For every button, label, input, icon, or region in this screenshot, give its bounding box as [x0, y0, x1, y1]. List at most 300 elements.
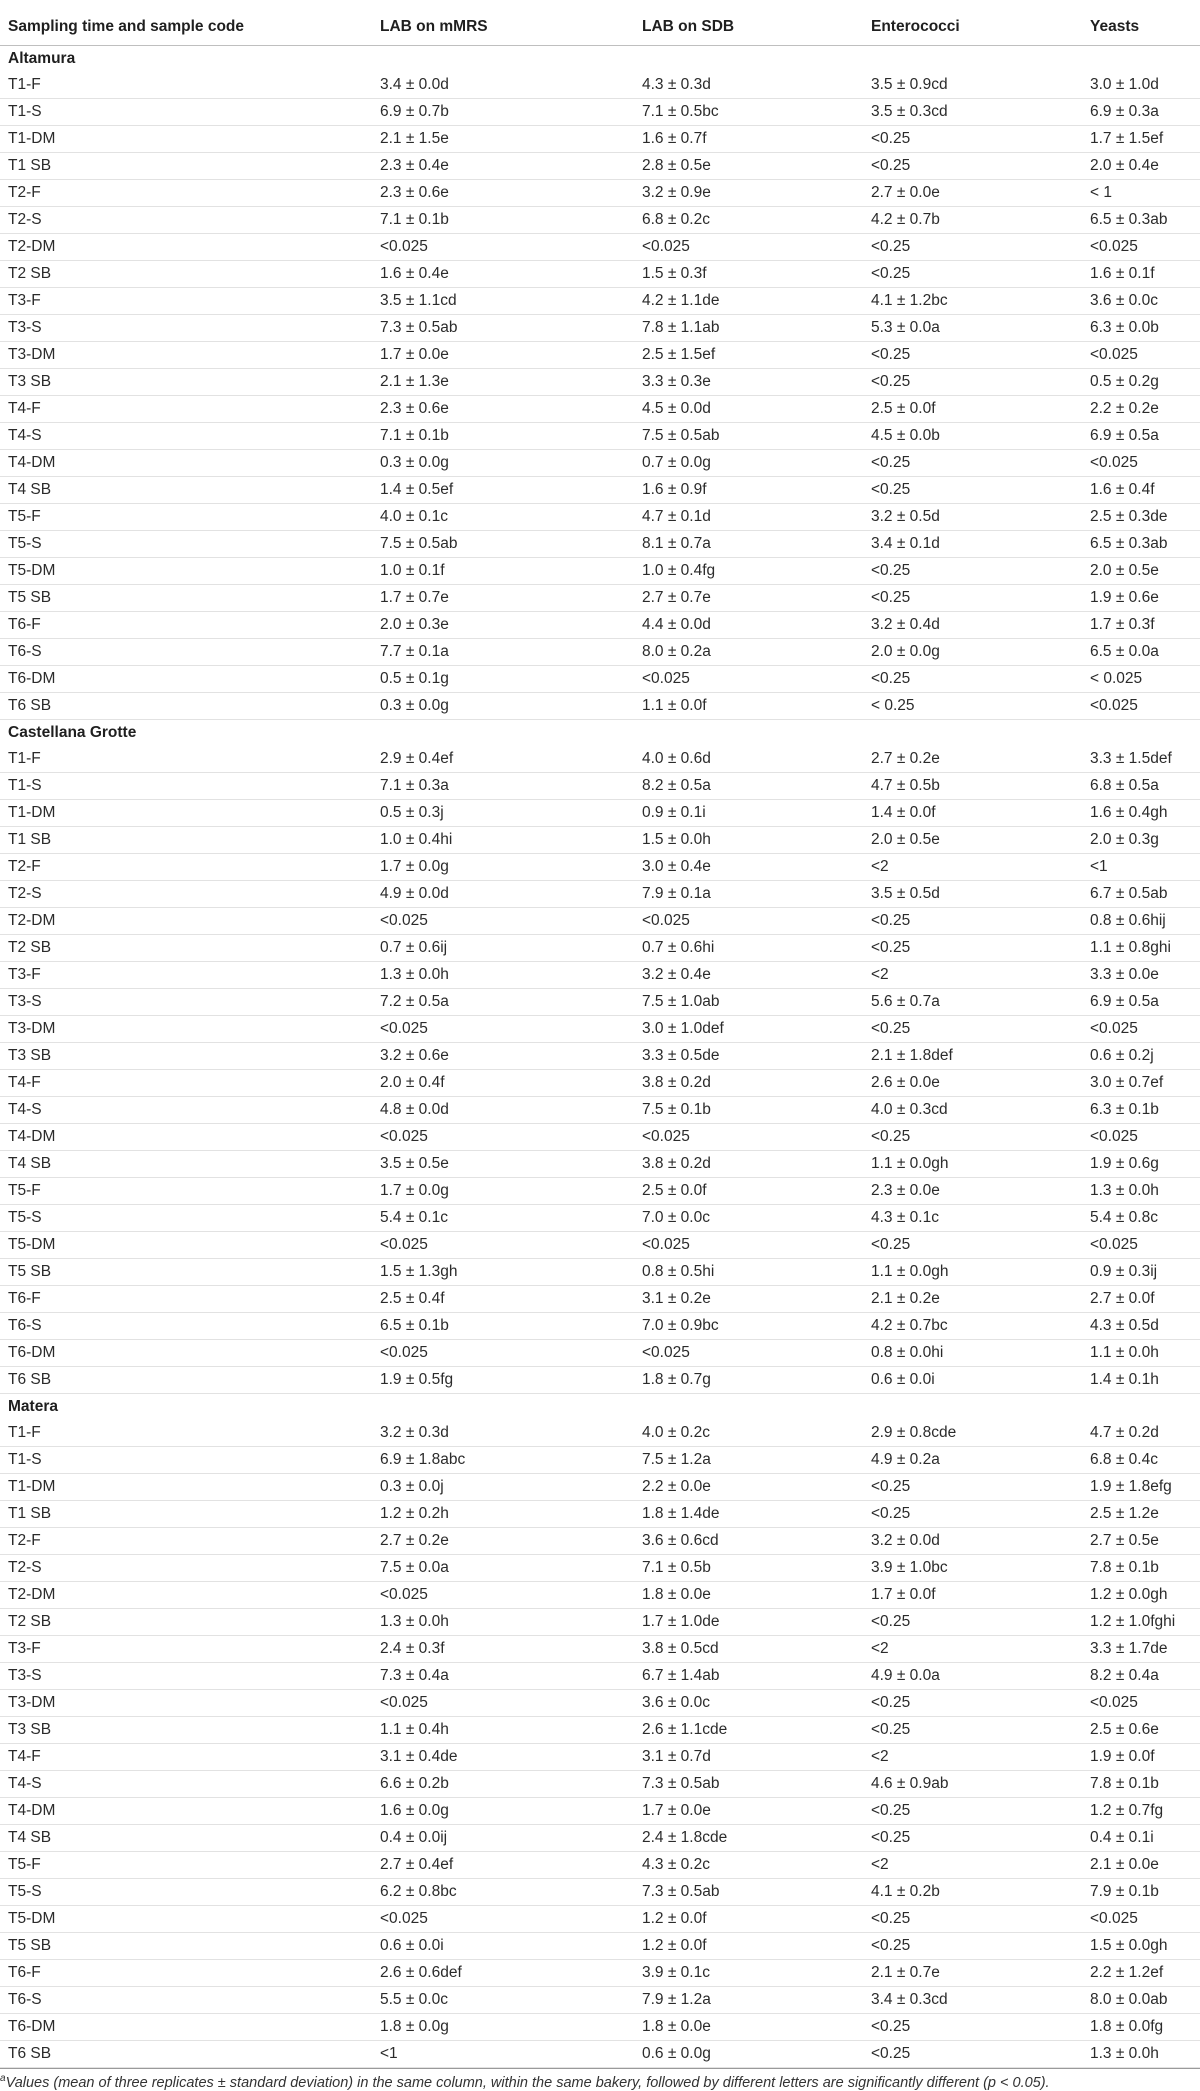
cell-lab-sdb: 4.3 ± 0.3d	[642, 72, 871, 99]
cell-lab-mmrs: 0.3 ± 0.0g	[380, 450, 642, 477]
cell-lab-mmrs: 3.5 ± 0.5e	[380, 1151, 642, 1178]
cell-yeasts: 1.5 ± 0.0gh	[1090, 1933, 1200, 1960]
table-row	[0, 1016, 1200, 1043]
cell-lab-mmrs: 0.7 ± 0.6ij	[380, 935, 642, 962]
cell-sample-code: T1-S	[0, 99, 380, 126]
table-row	[0, 1933, 1200, 1960]
cell-lab-sdb: 7.8 ± 1.1ab	[642, 315, 871, 342]
cell-sample-code: T1 SB	[0, 153, 380, 180]
cell-enterococci: 4.5 ± 0.0b	[871, 423, 1090, 450]
cell-yeasts: 1.6 ± 0.4f	[1090, 477, 1200, 504]
cell-lab-sdb: 2.6 ± 1.1cde	[642, 1717, 871, 1744]
cell-yeasts: 1.3 ± 0.0h	[1090, 2041, 1200, 2068]
cell-lab-mmrs: 2.4 ± 0.3f	[380, 1636, 642, 1663]
cell-enterococci: 3.5 ± 0.5d	[871, 881, 1090, 908]
cell-lab-mmrs: 1.4 ± 0.5ef	[380, 477, 642, 504]
cell-enterococci: <0.25	[871, 1609, 1090, 1636]
group-title: Castellana Grotte	[8, 724, 137, 741]
table-row	[0, 1286, 1200, 1313]
cell-lab-sdb: 6.7 ± 1.4ab	[642, 1663, 871, 1690]
table-row	[0, 1205, 1200, 1232]
cell-lab-mmrs: 6.9 ± 0.7b	[380, 99, 642, 126]
cell-lab-mmrs: 2.0 ± 0.4f	[380, 1070, 642, 1097]
cell-enterococci: <0.25	[871, 1232, 1090, 1259]
cell-sample-code: T3 SB	[0, 1043, 380, 1070]
header-lab-sdb: LAB on SDB	[642, 8, 871, 46]
cell-sample-code: T4-DM	[0, 450, 380, 477]
cell-lab-sdb: 7.3 ± 0.5ab	[642, 1771, 871, 1798]
cell-lab-mmrs: <0.025	[380, 1016, 642, 1043]
cell-enterococci: <0.25	[871, 153, 1090, 180]
table-row	[0, 1420, 1200, 1447]
cell-lab-mmrs: 3.2 ± 0.3d	[380, 1420, 642, 1447]
table-row	[0, 1043, 1200, 1070]
cell-lab-mmrs: 0.3 ± 0.0j	[380, 1474, 642, 1501]
cell-lab-sdb: 4.4 ± 0.0d	[642, 612, 871, 639]
cell-yeasts: 7.8 ± 0.1b	[1090, 1555, 1200, 1582]
cell-enterococci: <0.25	[871, 342, 1090, 369]
cell-yeasts: 1.6 ± 0.1f	[1090, 261, 1200, 288]
table-row	[0, 99, 1200, 126]
cell-sample-code: T4 SB	[0, 1151, 380, 1178]
table-row	[0, 1232, 1200, 1259]
cell-lab-mmrs: 2.3 ± 0.6e	[380, 180, 642, 207]
cell-yeasts: <0.025	[1090, 1232, 1200, 1259]
cell-yeasts: <0.025	[1090, 1124, 1200, 1151]
table-row	[0, 342, 1200, 369]
cell-lab-mmrs: <0.025	[380, 1124, 642, 1151]
cell-enterococci: 4.7 ± 0.5b	[871, 773, 1090, 800]
cell-enterococci: 3.2 ± 0.5d	[871, 504, 1090, 531]
cell-sample-code: T4-DM	[0, 1798, 380, 1825]
cell-lab-sdb: 1.7 ± 1.0de	[642, 1609, 871, 1636]
cell-lab-sdb: 8.0 ± 0.2a	[642, 639, 871, 666]
cell-lab-mmrs: 4.9 ± 0.0d	[380, 881, 642, 908]
cell-enterococci: 4.9 ± 0.0a	[871, 1663, 1090, 1690]
cell-sample-code: T3-DM	[0, 342, 380, 369]
cell-lab-sdb: 1.6 ± 0.9f	[642, 477, 871, 504]
cell-lab-mmrs: 2.1 ± 1.3e	[380, 369, 642, 396]
cell-lab-mmrs: 1.7 ± 0.7e	[380, 585, 642, 612]
table-row	[0, 1259, 1200, 1286]
cell-enterococci: 2.0 ± 0.0g	[871, 639, 1090, 666]
group-row	[0, 720, 1200, 747]
cell-enterococci: 2.1 ± 0.7e	[871, 1960, 1090, 1987]
cell-yeasts: 0.9 ± 0.3ij	[1090, 1259, 1200, 1286]
cell-yeasts: 2.0 ± 0.4e	[1090, 153, 1200, 180]
cell-yeasts: 1.2 ± 0.7fg	[1090, 1798, 1200, 1825]
cell-enterococci: <0.25	[871, 1690, 1090, 1717]
cell-enterococci: 3.4 ± 0.1d	[871, 531, 1090, 558]
cell-lab-sdb: 7.9 ± 1.2a	[642, 1987, 871, 2014]
cell-sample-code: T1 SB	[0, 827, 380, 854]
cell-lab-mmrs: 1.7 ± 0.0e	[380, 342, 642, 369]
cell-yeasts: 2.7 ± 0.0f	[1090, 1286, 1200, 1313]
cell-lab-mmrs: 7.1 ± 0.3a	[380, 773, 642, 800]
table-row	[0, 639, 1200, 666]
cell-enterococci: 1.1 ± 0.0gh	[871, 1259, 1090, 1286]
cell-yeasts: 2.5 ± 0.6e	[1090, 1717, 1200, 1744]
cell-yeasts: 7.8 ± 0.1b	[1090, 1771, 1200, 1798]
cell-sample-code: T6-F	[0, 1286, 380, 1313]
cell-sample-code: T3 SB	[0, 1717, 380, 1744]
cell-yeasts: 2.0 ± 0.3g	[1090, 827, 1200, 854]
cell-sample-code: T6 SB	[0, 693, 380, 720]
cell-sample-code: T6-S	[0, 1313, 380, 1340]
cell-lab-sdb: 3.2 ± 0.9e	[642, 180, 871, 207]
cell-lab-sdb: 3.1 ± 0.7d	[642, 1744, 871, 1771]
cell-lab-mmrs: 0.4 ± 0.0ij	[380, 1825, 642, 1852]
cell-lab-sdb: 0.9 ± 0.1i	[642, 800, 871, 827]
cell-enterococci: <0.25	[871, 126, 1090, 153]
cell-yeasts: 1.1 ± 0.8ghi	[1090, 935, 1200, 962]
cell-enterococci: <0.25	[871, 477, 1090, 504]
cell-yeasts: 2.1 ± 0.0e	[1090, 1852, 1200, 1879]
cell-enterococci: 1.1 ± 0.0gh	[871, 1151, 1090, 1178]
cell-lab-sdb: <0.025	[642, 1232, 871, 1259]
cell-lab-mmrs: 1.0 ± 0.1f	[380, 558, 642, 585]
table-row	[0, 989, 1200, 1016]
table-row	[0, 1744, 1200, 1771]
cell-lab-mmrs: 0.3 ± 0.0g	[380, 693, 642, 720]
table-row	[0, 396, 1200, 423]
table-row	[0, 1501, 1200, 1528]
cell-lab-sdb: 3.6 ± 0.6cd	[642, 1528, 871, 1555]
cell-yeasts: 3.3 ± 0.0e	[1090, 962, 1200, 989]
table-row	[0, 746, 1200, 773]
cell-lab-sdb: 1.5 ± 0.0h	[642, 827, 871, 854]
cell-enterococci: 2.0 ± 0.5e	[871, 827, 1090, 854]
cell-enterococci: <2	[871, 1852, 1090, 1879]
cell-yeasts: 2.7 ± 0.5e	[1090, 1528, 1200, 1555]
table-row	[0, 666, 1200, 693]
cell-sample-code: T3-DM	[0, 1690, 380, 1717]
cell-enterococci: 1.7 ± 0.0f	[871, 1582, 1090, 1609]
cell-sample-code: T4-S	[0, 423, 380, 450]
table-row	[0, 1609, 1200, 1636]
cell-lab-sdb: 2.7 ± 0.7e	[642, 585, 871, 612]
table-row	[0, 1960, 1200, 1987]
table-row	[0, 1825, 1200, 1852]
cell-sample-code: T5-DM	[0, 558, 380, 585]
cell-lab-mmrs: <0.025	[380, 1582, 642, 1609]
cell-yeasts: 6.3 ± 0.1b	[1090, 1097, 1200, 1124]
cell-lab-sdb: 1.0 ± 0.4fg	[642, 558, 871, 585]
cell-lab-mmrs: 1.8 ± 0.0g	[380, 2014, 642, 2041]
cell-yeasts: 1.3 ± 0.0h	[1090, 1178, 1200, 1205]
table-row	[0, 962, 1200, 989]
cell-lab-sdb: 4.3 ± 0.2c	[642, 1852, 871, 1879]
cell-lab-mmrs: 3.2 ± 0.6e	[380, 1043, 642, 1070]
cell-yeasts: 6.5 ± 0.3ab	[1090, 531, 1200, 558]
cell-lab-sdb: 3.8 ± 0.2d	[642, 1151, 871, 1178]
cell-yeasts: 2.0 ± 0.5e	[1090, 558, 1200, 585]
table-row	[0, 234, 1200, 261]
cell-enterococci: 0.6 ± 0.0i	[871, 1367, 1090, 1394]
cell-lab-mmrs: 2.6 ± 0.6def	[380, 1960, 642, 1987]
cell-yeasts: <0.025	[1090, 1690, 1200, 1717]
cell-sample-code: T2-DM	[0, 1582, 380, 1609]
cell-sample-code: T3-S	[0, 1663, 380, 1690]
cell-lab-sdb: 1.5 ± 0.3f	[642, 261, 871, 288]
table-body	[0, 46, 1200, 2068]
table-row	[0, 72, 1200, 99]
cell-yeasts: 1.8 ± 0.0fg	[1090, 2014, 1200, 2041]
cell-lab-sdb: 1.2 ± 0.0f	[642, 1933, 871, 1960]
table-row	[0, 612, 1200, 639]
table-footnote	[0, 2068, 1200, 2091]
cell-lab-sdb: 1.2 ± 0.0f	[642, 1906, 871, 1933]
cell-sample-code: T1-S	[0, 1447, 380, 1474]
table-row	[0, 1178, 1200, 1205]
cell-lab-mmrs: 7.5 ± 0.0a	[380, 1555, 642, 1582]
cell-lab-sdb: 7.5 ± 1.0ab	[642, 989, 871, 1016]
cell-sample-code: T5-F	[0, 1178, 380, 1205]
cell-yeasts: 1.1 ± 0.0h	[1090, 1340, 1200, 1367]
cell-enterococci: 4.2 ± 0.7b	[871, 207, 1090, 234]
cell-lab-mmrs: <0.025	[380, 1232, 642, 1259]
cell-yeasts: 6.5 ± 0.0a	[1090, 639, 1200, 666]
cell-lab-mmrs: 7.7 ± 0.1a	[380, 639, 642, 666]
cell-sample-code: T3 SB	[0, 369, 380, 396]
cell-yeasts: 2.2 ± 1.2ef	[1090, 1960, 1200, 1987]
cell-sample-code: T2 SB	[0, 261, 380, 288]
cell-yeasts: 3.3 ± 1.5def	[1090, 746, 1200, 773]
group-title: Altamura	[8, 50, 76, 67]
table-row	[0, 207, 1200, 234]
header-lab-mmrs: LAB on mMRS	[380, 8, 642, 46]
cell-yeasts: 0.6 ± 0.2j	[1090, 1043, 1200, 1070]
cell-sample-code: T2 SB	[0, 935, 380, 962]
cell-enterococci: 2.7 ± 0.2e	[871, 746, 1090, 773]
cell-sample-code: T1-DM	[0, 800, 380, 827]
cell-lab-sdb: 7.5 ± 0.5ab	[642, 423, 871, 450]
cell-yeasts: 3.0 ± 1.0d	[1090, 72, 1200, 99]
cell-enterococci: 1.4 ± 0.0f	[871, 800, 1090, 827]
cell-sample-code: T6 SB	[0, 1367, 380, 1394]
cell-enterococci: <0.25	[871, 1124, 1090, 1151]
table-row	[0, 1636, 1200, 1663]
cell-lab-mmrs: 0.5 ± 0.1g	[380, 666, 642, 693]
cell-enterococci: <2	[871, 854, 1090, 881]
cell-sample-code: T1-F	[0, 1420, 380, 1447]
cell-lab-mmrs: 2.0 ± 0.3e	[380, 612, 642, 639]
cell-lab-mmrs: 7.5 ± 0.5ab	[380, 531, 642, 558]
cell-lab-mmrs: 1.6 ± 0.4e	[380, 261, 642, 288]
cell-lab-mmrs: 2.9 ± 0.4ef	[380, 746, 642, 773]
cell-lab-sdb: 1.8 ± 0.0e	[642, 1582, 871, 1609]
cell-enterococci: <0.25	[871, 2014, 1090, 2041]
table-row	[0, 180, 1200, 207]
cell-enterococci: 2.9 ± 0.8cde	[871, 1420, 1090, 1447]
cell-sample-code: T2-F	[0, 180, 380, 207]
cell-lab-mmrs: 3.5 ± 1.1cd	[380, 288, 642, 315]
cell-yeasts: 1.2 ± 0.0gh	[1090, 1582, 1200, 1609]
cell-enterococci: 2.1 ± 1.8def	[871, 1043, 1090, 1070]
table-row	[0, 369, 1200, 396]
cell-sample-code: T4 SB	[0, 1825, 380, 1852]
cell-yeasts: 5.4 ± 0.8c	[1090, 1205, 1200, 1232]
cell-yeasts: 0.5 ± 0.2g	[1090, 369, 1200, 396]
cell-yeasts: 6.9 ± 0.3a	[1090, 99, 1200, 126]
cell-enterococci: 4.2 ± 0.7bc	[871, 1313, 1090, 1340]
group-title: Matera	[8, 1398, 58, 1415]
cell-lab-mmrs: 1.3 ± 0.0h	[380, 1609, 642, 1636]
cell-lab-sdb: 3.6 ± 0.0c	[642, 1690, 871, 1717]
cell-sample-code: T2-F	[0, 854, 380, 881]
cell-lab-sdb: 7.9 ± 0.1a	[642, 881, 871, 908]
cell-enterococci: <0.25	[871, 666, 1090, 693]
cell-lab-sdb: 3.9 ± 0.1c	[642, 1960, 871, 1987]
cell-yeasts: <0.025	[1090, 693, 1200, 720]
cell-lab-sdb: 7.1 ± 0.5bc	[642, 99, 871, 126]
cell-lab-mmrs: <0.025	[380, 234, 642, 261]
cell-enterococci: 3.2 ± 0.0d	[871, 1528, 1090, 1555]
cell-lab-mmrs: 0.5 ± 0.3j	[380, 800, 642, 827]
cell-enterococci: <0.25	[871, 935, 1090, 962]
cell-lab-sdb: 4.7 ± 0.1d	[642, 504, 871, 531]
cell-sample-code: T5-S	[0, 1879, 380, 1906]
table-row	[0, 1367, 1200, 1394]
cell-lab-sdb: 0.6 ± 0.0g	[642, 2041, 871, 2068]
cell-sample-code: T2-DM	[0, 908, 380, 935]
cell-enterococci: < 0.25	[871, 693, 1090, 720]
cell-enterococci: 4.3 ± 0.1c	[871, 1205, 1090, 1232]
cell-enterococci: <2	[871, 1744, 1090, 1771]
cell-yeasts: 3.6 ± 0.0c	[1090, 288, 1200, 315]
cell-yeasts: < 1	[1090, 180, 1200, 207]
cell-yeasts: 0.4 ± 0.1i	[1090, 1825, 1200, 1852]
table-row	[0, 450, 1200, 477]
cell-sample-code: T6-DM	[0, 666, 380, 693]
cell-enterococci: <0.25	[871, 261, 1090, 288]
cell-lab-sdb: <0.025	[642, 234, 871, 261]
table-row	[0, 1663, 1200, 1690]
cell-lab-mmrs: 4.0 ± 0.1c	[380, 504, 642, 531]
cell-lab-sdb: <0.025	[642, 1124, 871, 1151]
cell-sample-code: T2-DM	[0, 234, 380, 261]
cell-lab-sdb: 7.0 ± 0.0c	[642, 1205, 871, 1232]
cell-yeasts: 2.2 ± 0.2e	[1090, 396, 1200, 423]
cell-lab-sdb: 1.8 ± 0.0e	[642, 2014, 871, 2041]
group-row	[0, 46, 1200, 73]
table-row	[0, 1798, 1200, 1825]
cell-lab-sdb: 4.5 ± 0.0d	[642, 396, 871, 423]
cell-sample-code: T1 SB	[0, 1501, 380, 1528]
cell-yeasts: 6.9 ± 0.5a	[1090, 989, 1200, 1016]
cell-yeasts: 1.9 ± 0.0f	[1090, 1744, 1200, 1771]
table-row	[0, 1717, 1200, 1744]
header-yeasts: Yeasts	[1090, 8, 1200, 46]
cell-sample-code: T4-F	[0, 396, 380, 423]
cell-enterococci: <0.25	[871, 1717, 1090, 1744]
cell-lab-mmrs: <1	[380, 2041, 642, 2068]
cell-sample-code: T4-F	[0, 1744, 380, 1771]
cell-lab-mmrs: 1.7 ± 0.0g	[380, 854, 642, 881]
cell-yeasts: 6.8 ± 0.5a	[1090, 773, 1200, 800]
cell-yeasts: 0.8 ± 0.6hij	[1090, 908, 1200, 935]
cell-sample-code: T5 SB	[0, 1933, 380, 1960]
cell-lab-mmrs: 2.1 ± 1.5e	[380, 126, 642, 153]
cell-enterococci: 3.4 ± 0.3cd	[871, 1987, 1090, 2014]
cell-yeasts: <0.025	[1090, 234, 1200, 261]
cell-lab-sdb: <0.025	[642, 908, 871, 935]
cell-enterococci: <0.25	[871, 1474, 1090, 1501]
cell-sample-code: T5 SB	[0, 585, 380, 612]
cell-lab-sdb: 1.8 ± 0.7g	[642, 1367, 871, 1394]
cell-yeasts: 6.5 ± 0.3ab	[1090, 207, 1200, 234]
cell-lab-mmrs: 2.7 ± 0.2e	[380, 1528, 642, 1555]
cell-sample-code: T1-F	[0, 746, 380, 773]
microbial-counts-table	[0, 8, 1200, 2068]
cell-lab-mmrs: 1.7 ± 0.0g	[380, 1178, 642, 1205]
cell-lab-sdb: 3.3 ± 0.3e	[642, 369, 871, 396]
cell-lab-sdb: 3.8 ± 0.5cd	[642, 1636, 871, 1663]
cell-lab-sdb: 2.4 ± 1.8cde	[642, 1825, 871, 1852]
cell-yeasts: 8.0 ± 0.0ab	[1090, 1987, 1200, 2014]
table-row	[0, 693, 1200, 720]
cell-yeasts: 1.7 ± 1.5ef	[1090, 126, 1200, 153]
cell-enterococci: <0.25	[871, 234, 1090, 261]
cell-enterococci: <2	[871, 1636, 1090, 1663]
table-row	[0, 423, 1200, 450]
cell-lab-sdb: 1.6 ± 0.7f	[642, 126, 871, 153]
cell-lab-sdb: 2.8 ± 0.5e	[642, 153, 871, 180]
cell-enterococci: <0.25	[871, 1798, 1090, 1825]
cell-lab-sdb: 2.5 ± 1.5ef	[642, 342, 871, 369]
cell-lab-mmrs: <0.025	[380, 1690, 642, 1717]
cell-yeasts: <1	[1090, 854, 1200, 881]
cell-sample-code: T2-F	[0, 1528, 380, 1555]
table-row	[0, 1447, 1200, 1474]
cell-lab-mmrs: 6.5 ± 0.1b	[380, 1313, 642, 1340]
cell-lab-mmrs: <0.025	[380, 1340, 642, 1367]
cell-lab-sdb: 0.7 ± 0.0g	[642, 450, 871, 477]
header-row	[0, 8, 1200, 46]
cell-lab-sdb: 1.7 ± 0.0e	[642, 1798, 871, 1825]
cell-lab-sdb: <0.025	[642, 1340, 871, 1367]
table-row	[0, 881, 1200, 908]
cell-lab-mmrs: 3.4 ± 0.0d	[380, 72, 642, 99]
cell-sample-code: T5-F	[0, 1852, 380, 1879]
cell-sample-code: T4-DM	[0, 1124, 380, 1151]
cell-sample-code: T1-S	[0, 773, 380, 800]
group-row	[0, 1394, 1200, 1421]
cell-sample-code: T4-S	[0, 1771, 380, 1798]
cell-yeasts: 6.8 ± 0.4c	[1090, 1447, 1200, 1474]
cell-sample-code: T1-DM	[0, 126, 380, 153]
cell-enterococci: <0.25	[871, 450, 1090, 477]
cell-yeasts: 2.5 ± 1.2e	[1090, 1501, 1200, 1528]
cell-lab-mmrs: 5.4 ± 0.1c	[380, 1205, 642, 1232]
cell-enterococci: 2.5 ± 0.0f	[871, 396, 1090, 423]
cell-enterococci: 5.3 ± 0.0a	[871, 315, 1090, 342]
cell-lab-mmrs: 3.1 ± 0.4de	[380, 1744, 642, 1771]
table-row	[0, 504, 1200, 531]
cell-lab-mmrs: 6.2 ± 0.8bc	[380, 1879, 642, 1906]
cell-sample-code: T3-F	[0, 288, 380, 315]
cell-lab-mmrs: 1.0 ± 0.4hi	[380, 827, 642, 854]
cell-yeasts: <0.025	[1090, 1016, 1200, 1043]
cell-lab-sdb: 2.2 ± 0.0e	[642, 1474, 871, 1501]
cell-lab-sdb: 4.0 ± 0.2c	[642, 1420, 871, 1447]
cell-lab-sdb: 1.1 ± 0.0f	[642, 693, 871, 720]
cell-lab-sdb: 3.1 ± 0.2e	[642, 1286, 871, 1313]
cell-sample-code: T2-S	[0, 1555, 380, 1582]
cell-lab-sdb: 3.3 ± 0.5de	[642, 1043, 871, 1070]
header-enterococci: Enterococci	[871, 8, 1090, 46]
cell-lab-mmrs: 7.3 ± 0.5ab	[380, 315, 642, 342]
